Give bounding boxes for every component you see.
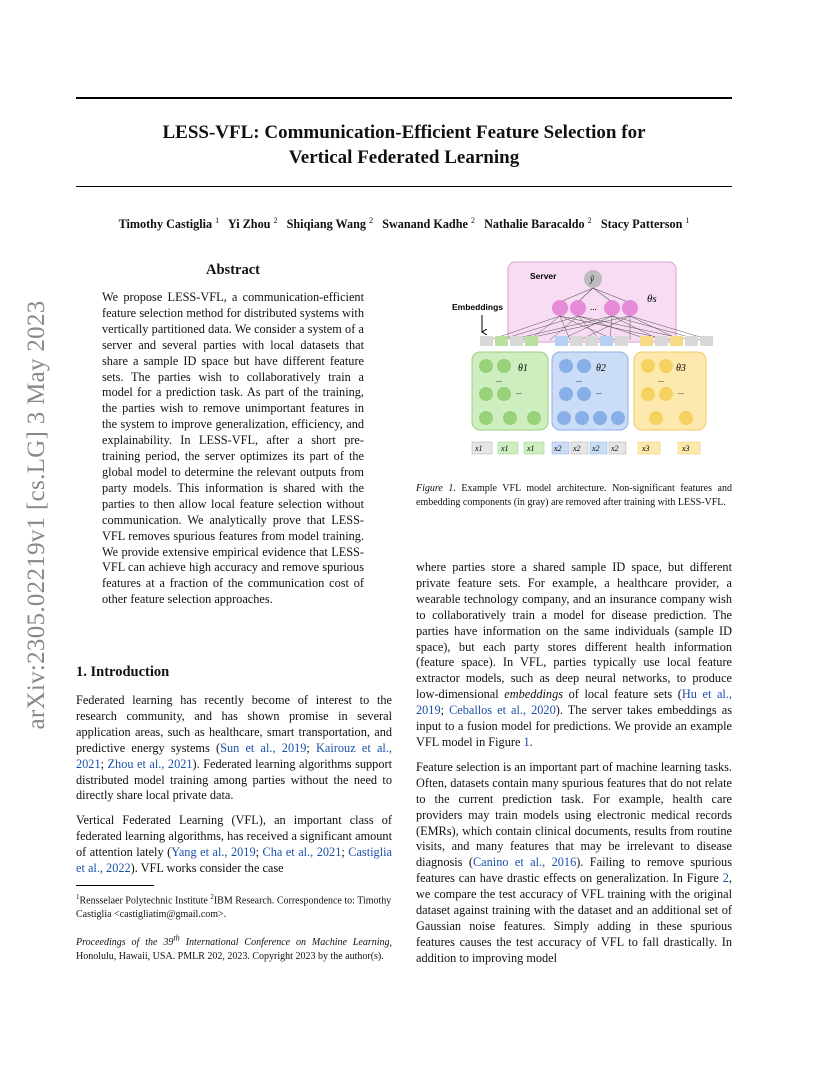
abstract-heading: Abstract bbox=[206, 262, 260, 278]
svg-text:θ3: θ3 bbox=[676, 363, 686, 374]
proceedings-note: Proceedings of the 39th International Conference on Machine Learning, Honolulu, Hawaii, USA. PMLR 202, 2023. Copyright 2023 by the author(s). bbox=[76, 934, 392, 962]
citation-link[interactable]: Yang et al., 2019 bbox=[171, 845, 256, 860]
svg-text:...: ... bbox=[596, 387, 602, 396]
section-heading-introduction: 1. Introduction bbox=[76, 664, 170, 680]
svg-text:x1: x1 bbox=[527, 444, 535, 453]
intro-paragraph-2: Vertical Federated Learning (VFL), an important class of federated learning algorithms, has received a significant amount of attention lately (Yang et al., 2019; Cha et al., 2021; Castiglia et al., 2022). VFL works consider the case bbox=[76, 813, 392, 876]
intro-paragraph-1: Federated learning has recently become of interest to the research community, and has shown promise in several application areas, such as healthcare, smart transportation, and predictive energy systems (Sun et al., 2019; Kairouz et al., 2021; Zhou et al., 2021). Federated learning algorithms support distributed model training among parties without the need to directly share local private data. bbox=[76, 693, 392, 803]
figure-caption: Figure 1. Example VFL model architecture. Non-significant features and embedding components (in gray) are removed after training with LESS-VFL. bbox=[416, 483, 732, 508]
paper-title bbox=[76, 120, 732, 170]
svg-text:...: ... bbox=[658, 375, 664, 384]
party-2-model bbox=[552, 352, 628, 430]
citation-link[interactable]: Kairouz et al., 2021 bbox=[76, 740, 392, 771]
figure-reference-link[interactable]: 2 bbox=[722, 871, 729, 886]
author: Swanand Kadhe $^2$ bbox=[382, 216, 475, 232]
top-rule bbox=[76, 97, 732, 99]
citation-link[interactable]: Hu et al., 2019 bbox=[416, 687, 732, 718]
svg-text:x3: x3 bbox=[642, 444, 650, 453]
feature-inputs bbox=[472, 442, 700, 454]
title-bottom-rule bbox=[76, 186, 732, 187]
svg-text:...: ... bbox=[576, 375, 582, 384]
theta-s-label: θs bbox=[647, 293, 657, 305]
svg-text:x2: x2 bbox=[611, 444, 619, 453]
svg-text:θ1: θ1 bbox=[518, 363, 528, 374]
right-paragraph-2: Feature selection is an important part of machine learning tasks. Often, datasets contain many spurious features that do not relate to the current prediction task. For example, health care providers may train models using electronic medical records (EMRs), which contain clinical documents, results from routine visits, and many features that may be irrelevant to disease diagnosis (Canino et al., 2016). Failing to remove spurious features can have drastic effects on generalization. In Figure 2, we compare the test accuracy of VFL training with the original dataset against training with the dataset and an additional set of Gaussian noise features. Simply adding in these spurious features causes the test accuracy of VFL to fall drastically. In addition to improving model bbox=[416, 759, 732, 965]
citation-link[interactable]: Ceballos et al., 2020 bbox=[449, 703, 556, 718]
author-list bbox=[76, 216, 732, 232]
citation-link[interactable]: Sun et al., 2019 bbox=[220, 740, 307, 755]
svg-text:x1: x1 bbox=[501, 444, 509, 453]
intro-body bbox=[76, 693, 392, 886]
svg-text:...: ... bbox=[590, 302, 597, 312]
arxiv-stamp: arXiv:2305.02219v1 [cs.LG] 3 May 2023 bbox=[23, 300, 50, 730]
title-line-2: Vertical Federated Learning bbox=[288, 147, 520, 168]
title-line-1: LESS-VFL: Communication-Efficient Feature Selection for bbox=[162, 122, 646, 143]
author: Shiqiang Wang $^2$ bbox=[286, 216, 374, 232]
citation-link[interactable]: Zhou et al., 2021 bbox=[107, 756, 193, 771]
y-hat-label: ŷ bbox=[590, 274, 594, 284]
right-paragraph-1: where parties store a shared sample ID space, but different private feature sets. For example, a healthcare provider, a wearable technology company, and an insurance company wish to collaboratively train a model for disease prediction. The parties have information on the same individuals (sample ID space), but each party stores different health information (feature space). In VFL, parties typically use local feature extractor models, such as deep neural networks, to produce low-dimensional embeddings of local feature sets (Hu et al., 2019; Ceballos et al., 2020). The server takes embeddings as input to a fusion model for predictions. We provide an example VFL model in Figure 1. bbox=[416, 560, 732, 749]
figure-reference-link[interactable]: 1 bbox=[523, 734, 530, 749]
svg-text:x2: x2 bbox=[573, 444, 581, 453]
right-column-body bbox=[416, 560, 732, 976]
embeddings-label: Embeddings bbox=[452, 302, 504, 312]
svg-text:θ2: θ2 bbox=[596, 363, 606, 374]
vfl-architecture-figure bbox=[440, 258, 730, 463]
author: Yi Zhou $^2$ bbox=[227, 216, 278, 232]
abstract-text: We propose LESS-VFL, a communication-efficient feature selection method for distributed systems with vertically partitioned data. We consider a system of a server and several parties with local datasets that share a sample ID space but have different feature sets. The parties wish to collaboratively train a model for a prediction task. As part of the training, the parties wish to remove unimportant features in the system to improve generalization, efficiency, and explainability. In LESS-VFL, after a short pre-training period, the server optimizes its part of the global model to determine the relevant outputs from party models. This information is shared with the parties to then allow local feature selection without communication. We analytically prove that LESS-VFL removes spurious features from model training. We provide extensive empirical evidence that LESS-VFL can achieve high accuracy and remove spurious features at a fraction of the communication cost of other feature selection approaches. bbox=[102, 290, 364, 607]
footnote-rule bbox=[76, 885, 154, 886]
party-3-model bbox=[634, 352, 706, 430]
svg-text:...: ... bbox=[496, 375, 502, 384]
embedding-row bbox=[480, 336, 713, 346]
party-1-model bbox=[472, 352, 548, 430]
author: Timothy Castiglia $^1$ bbox=[118, 216, 220, 232]
server-label: Server bbox=[530, 271, 557, 281]
svg-text:x2: x2 bbox=[592, 444, 600, 453]
citation-link[interactable]: Castiglia et al., 2022 bbox=[76, 845, 392, 876]
svg-text:...: ... bbox=[516, 387, 522, 396]
svg-text:...: ... bbox=[678, 387, 684, 396]
citation-link[interactable]: Cha et al., 2021 bbox=[262, 845, 342, 860]
affiliation-footnote: $^1$Rensselaer Polytechnic Institute $^2$IBM Research. Correspondence to: Timothy Castiglia <castigliatim@gmail.com>. bbox=[76, 893, 392, 920]
citation-link[interactable]: Canino et al., 2016 bbox=[472, 855, 577, 870]
svg-text:x3: x3 bbox=[682, 444, 690, 453]
author: Stacy Patterson $^1$ bbox=[600, 216, 690, 232]
author: Nathalie Baracaldo $^2$ bbox=[484, 216, 592, 232]
svg-text:x2: x2 bbox=[554, 444, 562, 453]
svg-text:x1: x1 bbox=[475, 444, 483, 453]
